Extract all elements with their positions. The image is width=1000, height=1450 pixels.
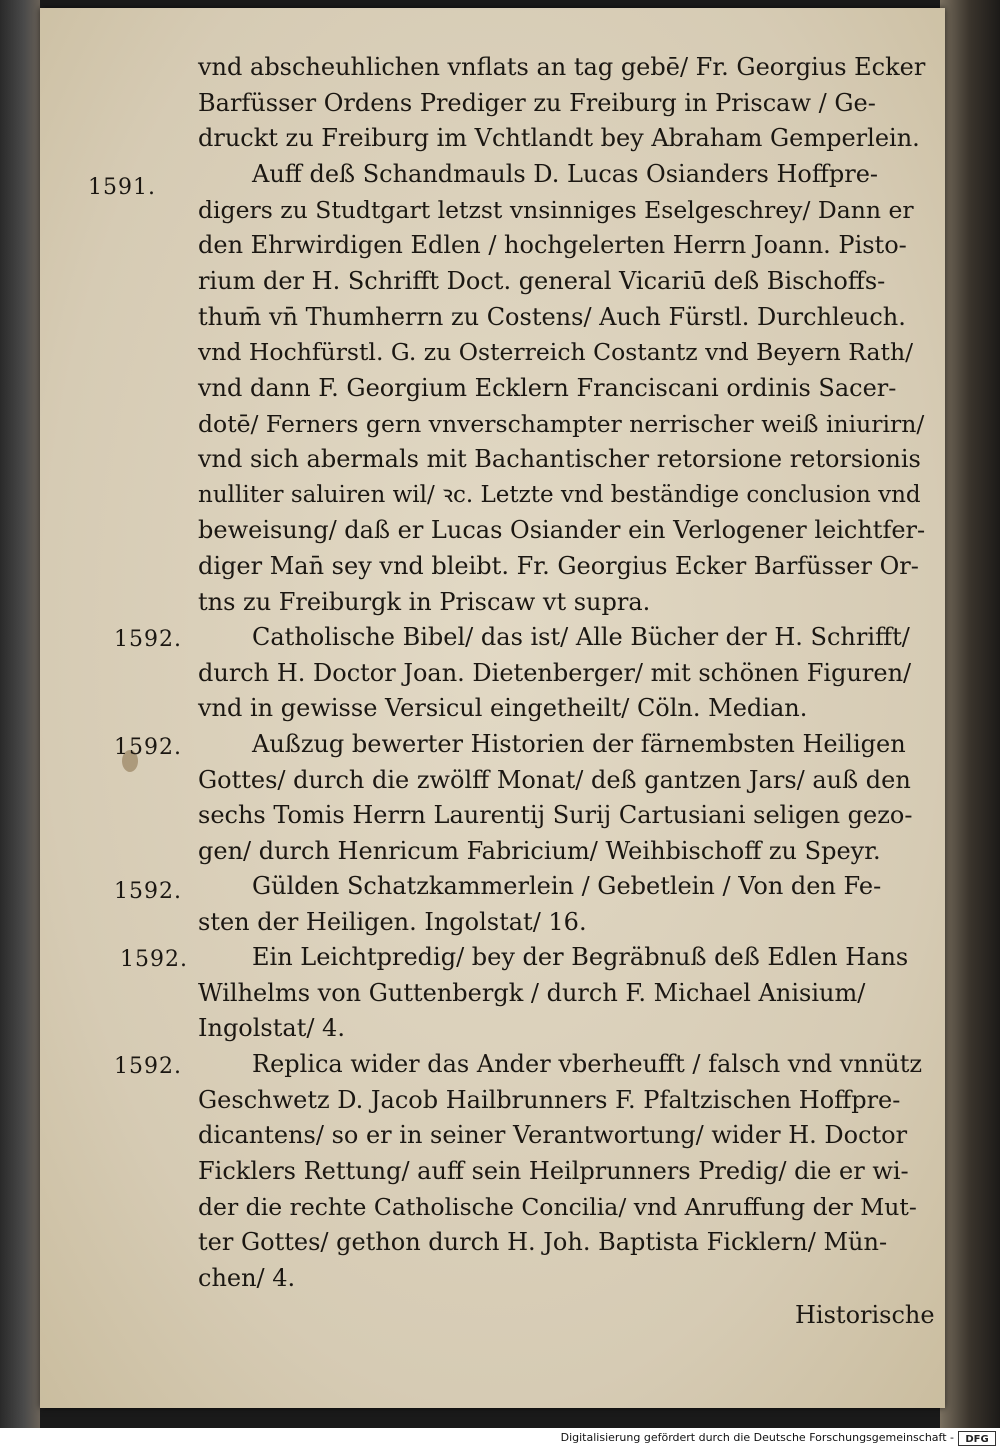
text-line: vnd in gewisse Versicul eingetheilt/ Cöln. Median.	[198, 694, 808, 722]
text-line: Replica wider das Ander vberheufft / falsch vnd vnnütz	[252, 1050, 923, 1078]
text-line: Ingolstat/ 4.	[198, 1014, 345, 1042]
text-line: diger Man̄ sey vnd bleibt. Fr. Georgius Ecker Barfüsser Or-	[198, 552, 919, 580]
year-marker: 1591.	[88, 175, 156, 200]
year-marker: 1592.	[114, 879, 182, 904]
year-marker: 1592.	[114, 1054, 182, 1079]
text-line: vnd dann F. Georgium Ecklern Franciscani ordinis Sacer-	[198, 374, 897, 402]
text-line: druckt zu Freiburg im Vchtlandt bey Abraham Gemperlein.	[198, 124, 920, 152]
digitization-footer	[0, 1428, 1000, 1450]
book-spine-shadow	[0, 0, 40, 1450]
text-line: Wilhelms von Guttenbergk / durch F. Michael Anisium/	[198, 979, 866, 1007]
text-line: thum̄ vn̄ Thumherrn zu Costens/ Auch Fürstl. Durchleuch.	[198, 303, 906, 331]
footer-credit: Digitalisierung gefördert durch die Deutsche Forschungsgemeinschaft -	[560, 1431, 954, 1444]
book-edge-right	[940, 0, 1000, 1450]
page-text	[40, 8, 945, 1408]
text-line: ter Gottes/ gethon durch H. Joh. Baptista Ficklern/ Mün-	[198, 1228, 888, 1256]
text-line: dicantens/ so er in seiner Verantwortung/ wider H. Doctor	[198, 1121, 908, 1149]
book-page	[40, 8, 945, 1408]
text-line: dotē/ Ferners gern vnverschampter nerrischer weiß iniurirn/	[198, 410, 925, 438]
year-marker: 1592.	[120, 947, 188, 972]
text-line: chen/ 4.	[198, 1264, 296, 1292]
text-line: Ein Leichtpredig/ bey der Begräbnuß deß Edlen Hans	[252, 943, 909, 971]
text-line: Gottes/ durch die zwölff Monat/ deß gantzen Jars/ auß den	[198, 766, 911, 794]
text-line: Auff deß Schandmauls D. Lucas Osianders Hoffpre-	[252, 160, 879, 188]
text-line: vnd sich abermals mit Bachantischer retorsione retorsionis	[198, 445, 921, 473]
text-line: vnd abscheuhlichen vnflats an tag gebē/ Fr. Georgius Ecker	[198, 53, 926, 81]
year-marker: 1592.	[114, 627, 182, 652]
dfg-logo: DFG	[958, 1431, 996, 1446]
text-line: Außzug bewerter Historien der färnembsten Heiligen	[252, 730, 906, 758]
text-line: sechs Tomis Herrn Laurentij Surij Cartusiani seligen gezo-	[198, 801, 913, 829]
text-line: der die rechte Catholische Concilia/ vnd Anruffung der Mut-	[198, 1193, 917, 1221]
text-line: tns zu Freiburgk in Priscaw vt supra.	[198, 588, 651, 616]
text-line: sten der Heiligen. Ingolstat/ 16.	[198, 908, 587, 936]
text-line: Catholische Bibel/ das ist/ Alle Bücher der H. Schrifft/	[252, 623, 910, 651]
text-line: durch H. Doctor Joan. Dietenberger/ mit schönen Figuren/	[198, 659, 912, 687]
text-line: Geschwetz D. Jacob Hailbrunners F. Pfaltzischen Hoffpre-	[198, 1086, 901, 1114]
text-line: nulliter saluiren wil/ ꝛc. Letzte vnd beständige conclusion vnd	[198, 482, 921, 508]
catchword: Historische	[795, 1301, 935, 1329]
text-line: gen/ durch Henricum Fabricium/ Weihbischoff zu Speyr.	[198, 837, 881, 865]
year-marker: 1592.	[114, 735, 182, 760]
text-line: Ficklers Rettung/ auff sein Heilprunners Predig/ die er wi-	[198, 1157, 909, 1185]
text-line: vnd Hochfürstl. G. zu Osterreich Costantz vnd Beyern Rath/	[198, 338, 914, 366]
text-line: Barfüsser Ordens Prediger zu Freiburg in Priscaw / Ge-	[198, 89, 876, 117]
text-line: Gülden Schatzkammerlein / Gebetlein / Von den Fe-	[252, 872, 882, 900]
text-line: rium der H. Schrifft Doct. general Vicariū deß Bischoffs-	[198, 267, 886, 295]
text-line: digers zu Studtgart letzst vnsinniges Eselgeschrey/ Dann er	[198, 196, 914, 224]
text-line: den Ehrwirdigen Edlen / hochgelerten Herrn Joann. Pisto-	[198, 231, 907, 259]
text-line: beweisung/ daß er Lucas Osiander ein Verlogener leichtfer-	[198, 516, 926, 544]
